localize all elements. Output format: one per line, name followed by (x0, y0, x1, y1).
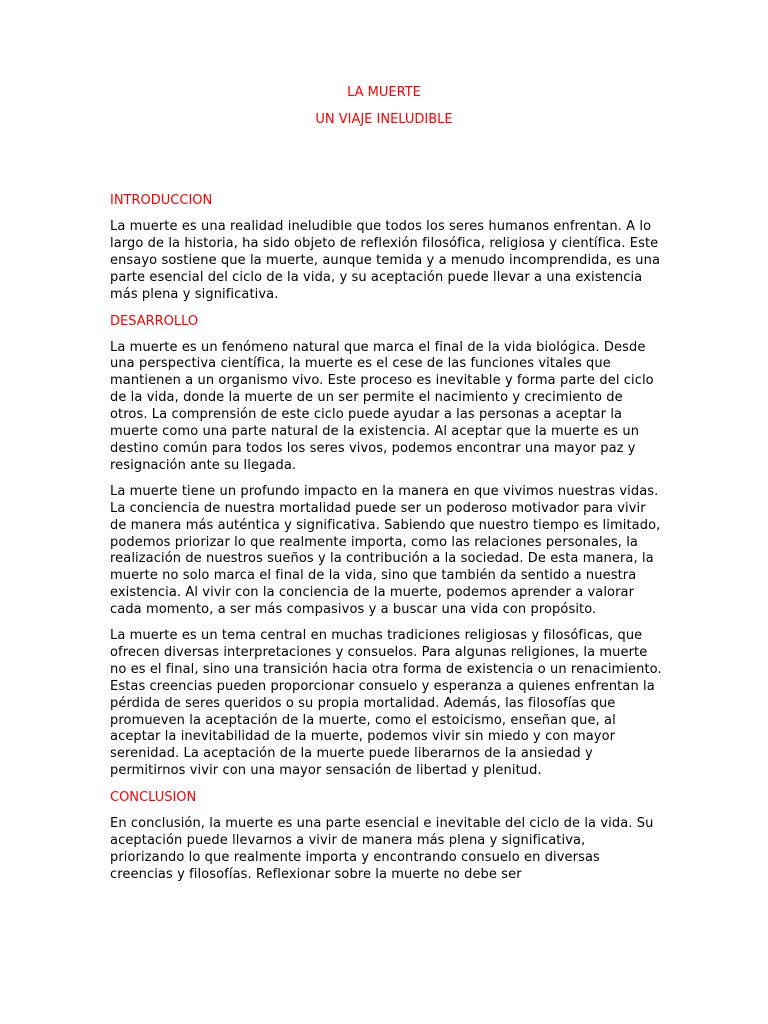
document-subtitle: UN VIAJE INELUDIBLE (315, 112, 453, 127)
section-heading-conclusion: CONCLUSION (110, 790, 197, 806)
section-desarrollo (110, 313, 662, 781)
paragraph: La muerte es un fenómeno natural que marca el final de la vida biológica. Desde una perspectiva científica, la muerte es el cese de las funciones vitales que mantienen a un organismo vivo. Este proceso es inevitable y forma parte del ciclo de la vida, donde la muerte de un ser permite el nacimiento y crecimiento de otros. La comprensión de este ciclo puede ayudar a las personas a aceptar la muerte como una parte natural de la existencia. Al aceptar que la muerte es un destino común para todos los seres vivos, podemos encontrar una mayor paz y resignación ante su llegada. (110, 339, 654, 473)
section-conclusion (110, 789, 662, 884)
section-heading-desarrollo: DESARROLLO (110, 313, 199, 329)
document-title: LA MUERTE (347, 85, 421, 100)
document-body (110, 192, 662, 893)
section-heading-introduccion: INTRODUCCION (110, 193, 213, 208)
paragraph: La muerte tiene un profundo impacto en la manera en que vivimos nuestras vidas. La conciencia de nuestra mortalidad puede ser un poderoso motivador para vivir de manera más auténtica y significativa. Sabiendo que nuestro tiempo es limitado, podemos priorizar lo que realmente importa, como las relaciones personales, la realización de nuestros sueños y la contribución a la sociedad. De esta manera, la muerte no solo marca el final de la vida, sino que también da sentido a nuestra existencia. Al vivir con la conciencia de la muerte, podemos aprender a valorar cada momento, a ser más compasivos y a buscar una vida con propósito. (110, 483, 661, 618)
section-introduccion (110, 192, 662, 304)
paragraph: En conclusión, la muerte es una parte esencial e inevitable del ciclo de la vida. Su aceptación puede llevarnos a vivir de manera más plena y significativa, priorizando lo que realmente importa y encontrando consuelo en diversas creencias y filosofías. Reflexionar sobre la muerte no debe ser (110, 816, 654, 882)
paragraph: La muerte es una realidad ineludible que todos los seres humanos enfrentan. A lo largo de la historia, ha sido objeto de reflexión filosófica, religiosa y científica. Este ensayo sostiene que la muerte, aunque temida y a menudo incomprendida, es una parte esencial del ciclo de la vida, y su aceptación puede llevar a una existencia más plena y significativa. (110, 219, 661, 302)
paragraph: La muerte es un tema central en muchas tradiciones religiosas y filosóficas, que ofrecen diversas interpretaciones y consuelos. Para algunas religiones, la muerte no es el final, sino una transición hacia otra forma de existencia o un renacimiento. Estas creencias pueden proporcionar consuelo y esperanza a quienes enfrentan la pérdida de seres queridos o su propia mortalidad. Además, las filosofías que promueven la aceptación de la muerte, como el estoicismo, enseñan que, al aceptar la inevitabilidad de la muerte, podemos vivir sin miedo y con mayor serenidad. La aceptación de la muerte puede liberarnos de la ansiedad y permitirnos vivir con una mayor sensación de libertad y plenitud. (110, 628, 662, 779)
